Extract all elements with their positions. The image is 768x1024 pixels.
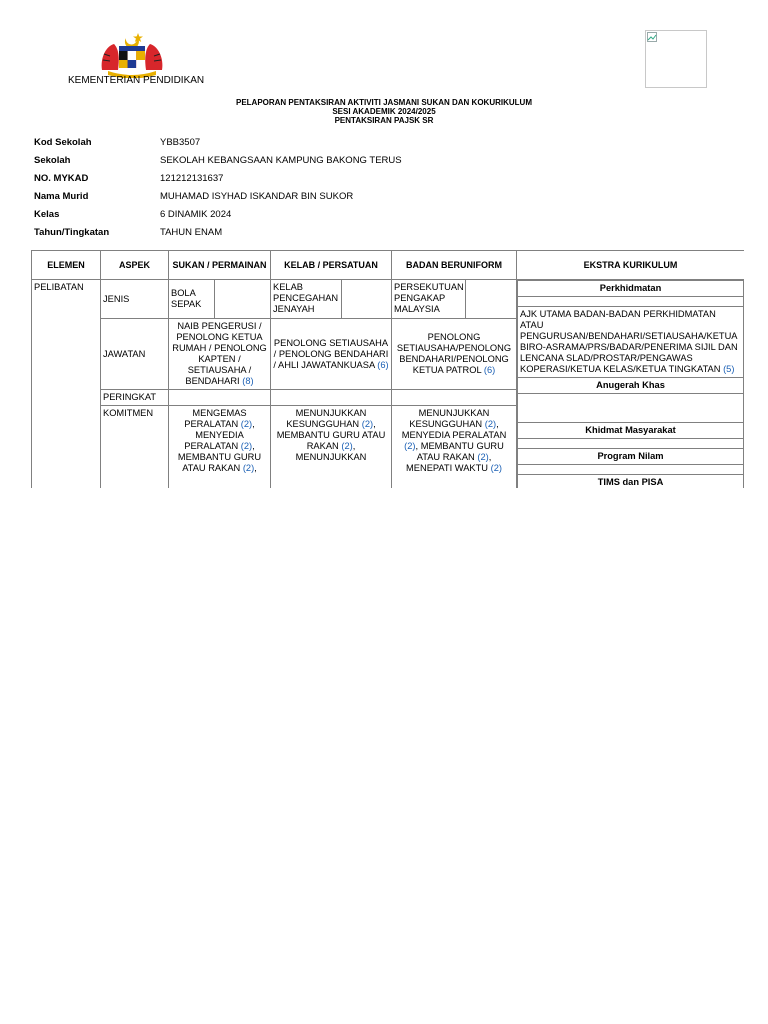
aspek-jenis: JENIS	[101, 280, 169, 319]
jawatan-kelab	[271, 319, 392, 390]
komitmen-sukan	[169, 406, 271, 489]
komitmen-score: (2)	[477, 452, 489, 462]
ministry-name: KEMENTERIAN PENDIDIKAN	[68, 75, 205, 86]
ekstra-khidmat-value	[518, 439, 744, 449]
info-value: SEKOLAH KEBANGSAAN KAMPUNG BAKONG TERUS	[160, 155, 402, 166]
ekstra-perkhidmatan-value	[518, 307, 744, 378]
komitmen-text: MENUNJUKKAN KESUNGGUHAN	[409, 408, 490, 429]
jawatan-badan	[392, 319, 517, 390]
ekstra-tims-heading: TIMS dan PISA	[518, 475, 744, 489]
info-label: Nama Murid	[34, 191, 89, 202]
ekstra-nilam-value	[518, 465, 744, 475]
ekstra-kurikulum-cell	[517, 280, 744, 489]
komitmen-text: MENUNJUKKAN KESUNGGUHAN	[286, 408, 367, 429]
jawatan-sukan-score: (8)	[242, 376, 254, 386]
komitmen-text: MENGEMAS PERALATAN	[184, 408, 247, 429]
komitmen-badan	[392, 406, 517, 489]
aspek-peringkat: PERINGKAT	[101, 390, 169, 406]
header-ekstra: EKSTRA KURIKULUM	[517, 251, 744, 280]
report-title-line2: SESI AKADEMIK 2024/2025	[332, 107, 436, 116]
jenis-badan-extra	[466, 280, 517, 319]
elemen-pelibatan: PELIBATAN	[32, 280, 101, 489]
jawatan-kelab-score: (6)	[377, 359, 389, 370]
info-value: 121212131637	[160, 173, 224, 184]
komitmen-text: ,	[254, 463, 257, 473]
info-label: Sekolah	[34, 155, 71, 166]
report-title-line3: PENTAKSIRAN PAJSK SR	[334, 116, 434, 125]
komitmen-kelab	[271, 406, 392, 489]
komitmen-score: (2)	[490, 463, 502, 473]
ekstra-kurikulum-table	[517, 280, 744, 488]
ekstra-nilam-heading: Program Nilam	[518, 449, 744, 465]
assessment-table	[31, 250, 744, 488]
report-title-line1: PELAPORAN PENTAKSIRAN AKTIVITI JASMANI SUKAN DAN KOKURIKULUM	[235, 98, 532, 107]
coat-of-arms-logo	[98, 30, 166, 78]
header-sukan: SUKAN / PERMAINAN	[169, 251, 271, 280]
table-header-row	[32, 251, 745, 280]
ekstra-anugerah-heading: Anugerah Khas	[518, 378, 744, 394]
jenis-badan: PERSEKUTUAN PENGAKAP MALAYSIA	[392, 280, 466, 319]
info-label: Tahun/Tingkatan	[34, 227, 110, 238]
ekstra-khidmat-heading: Khidmat Masyarakat	[518, 423, 744, 439]
jawatan-badan-text: PENOLONG SETIAUSAHA/PENOLONG BENDAHARI/PENOLONG KETUA PATROL	[396, 332, 512, 375]
ekstra-spacer	[518, 297, 744, 307]
report-title	[0, 98, 768, 125]
jawatan-kelab-text: PENOLONG SETIAUSAHA / PENOLONG BENDAHARI / AHLI JAWATANKUASA	[273, 337, 389, 370]
info-value: MUHAMAD ISYHAD ISKANDAR BIN SUKOR	[160, 191, 354, 202]
komitmen-text: , MEMBANTU GURU ATAU RAKAN	[276, 419, 386, 451]
jenis-kelab-extra	[342, 280, 392, 319]
table-row-jenis	[32, 280, 745, 319]
header-kelab: KELAB / PERSATUAN	[271, 251, 392, 280]
header-elemen: ELEMEN	[32, 251, 101, 280]
header-badan: BADAN BERUNIFORM	[392, 251, 517, 280]
jenis-sukan-extra	[215, 280, 271, 319]
jawatan-sukan	[169, 319, 271, 390]
peringkat-sukan	[169, 390, 271, 406]
ekstra-perkhidmatan-score: (5)	[723, 364, 735, 374]
info-value: 6 DINAMIK 2024	[160, 209, 232, 220]
komitmen-score: (2)	[361, 419, 374, 429]
komitmen-score: (2)	[240, 419, 253, 429]
student-photo	[645, 30, 707, 88]
info-label: Kod Sekolah	[34, 137, 92, 148]
assessment-table-wrapper	[31, 250, 744, 488]
komitmen-score: (2)	[484, 419, 497, 429]
jenis-sukan: BOLA SEPAK	[169, 280, 215, 319]
broken-image-icon	[647, 32, 657, 42]
komitmen-score: (2)	[341, 441, 353, 451]
komitmen-score: (2)	[404, 441, 416, 451]
ekstra-perkhidmatan-text: AJK UTAMA BADAN-BADAN PERKHIDMATAN ATAU PENGURUSAN/BENDAHARI/SETIAUSAHA/KETUA BIRO-ASRAMA/PRS/BADAR/PENERIMA SIJIL DAN LENCANA SLAD/PROSTAR/PENGAWAS KOPERASI/KETUA KELAS/KETUA TINGKATAN	[520, 309, 738, 374]
aspek-jawatan: JAWATAN	[101, 319, 169, 390]
info-label: NO. MYKAD	[34, 173, 89, 184]
komitmen-text: , MEMBANTU GURU ATAU RAKAN	[177, 441, 262, 473]
header-aspek: ASPEK	[101, 251, 169, 280]
ekstra-perkhidmatan-heading: Perkhidmatan	[518, 281, 744, 297]
peringkat-badan	[392, 390, 517, 406]
komitmen-text: , MENEPATI WAKTU	[406, 452, 492, 473]
komitmen-text: , MENYEDIA PERALATAN	[184, 419, 255, 451]
komitmen-score: (2)	[242, 463, 255, 473]
komitmen-text: , MEMBANTU GURU ATAU RAKAN	[415, 441, 504, 462]
komitmen-text: , MENUNJUKKAN	[295, 441, 367, 462]
aspek-komitmen: KOMITMEN	[101, 406, 169, 489]
jawatan-badan-score: (6)	[483, 365, 496, 375]
ekstra-anugerah-value	[518, 394, 744, 423]
peringkat-kelab	[271, 390, 392, 406]
komitmen-text: , MENYEDIA PERALATAN	[401, 419, 507, 440]
jawatan-sukan-text: NAIB PENGERUSI / PENOLONG KETUA RUMAH / PENOLONG KAPTEN / SETIAUSAHA / BENDAHARI	[172, 321, 267, 386]
info-value: YBB3507	[160, 137, 201, 148]
jenis-kelab: KELAB PENCEGAHAN JENAYAH	[271, 280, 342, 319]
info-value: TAHUN ENAM	[160, 227, 223, 238]
komitmen-score: (2)	[240, 441, 253, 451]
info-label: Kelas	[34, 209, 60, 220]
